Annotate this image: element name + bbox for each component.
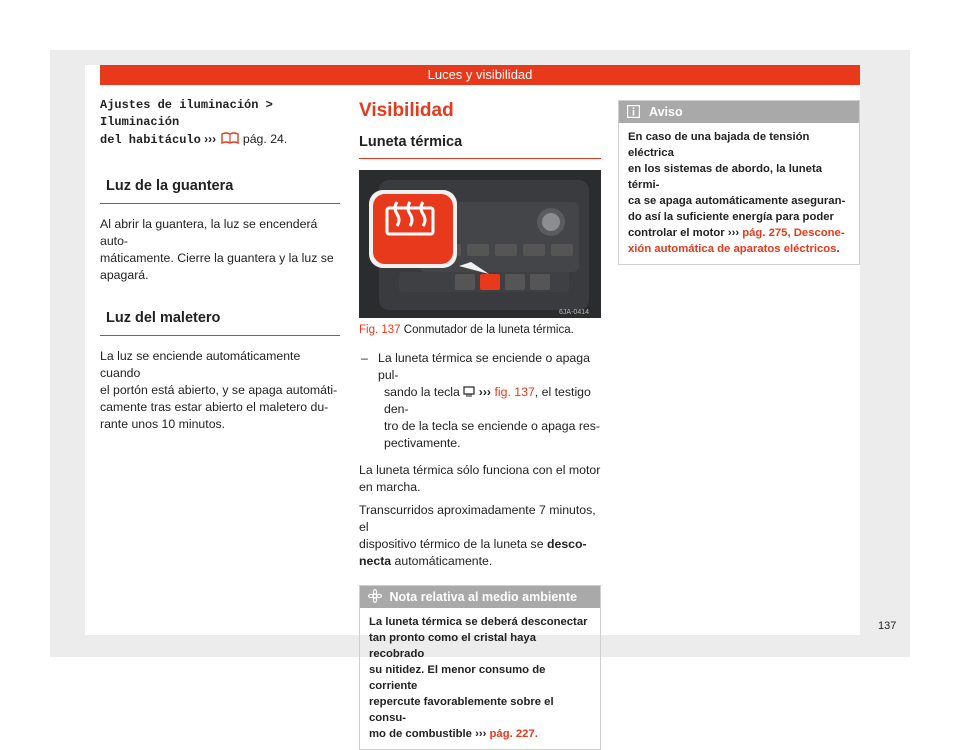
info-icon <box>627 105 640 118</box>
page-ref-link[interactable]: xión automática de aparatos eléctricos <box>628 243 837 255</box>
text-line <box>628 225 851 241</box>
text-line-with-ref <box>378 384 601 418</box>
text-line: el portón está abierto, y se apaga automáti- <box>100 383 338 397</box>
text-line <box>359 536 601 553</box>
paragraph <box>359 502 601 570</box>
text-line: máticamente. Cierre la guantera y la luz se <box>100 251 334 265</box>
text-line: La luneta térmica se enciende o apaga pul- <box>378 351 590 382</box>
chapter-header <box>100 65 860 85</box>
text-span: dispositivo térmico de la luneta se <box>359 537 544 551</box>
text-line: tro de la tecla se enciende o apaga res- <box>384 419 601 433</box>
figure-caption <box>359 324 601 336</box>
text-line: camente tras estar abierto el maletero du- <box>100 400 329 414</box>
text-line <box>369 726 592 742</box>
environment-note-body <box>360 608 600 749</box>
ref-arrow: ››› <box>475 728 487 740</box>
leaf-flower-icon <box>368 589 382 603</box>
glovebox-heading: Luz de la guantera <box>106 178 234 194</box>
figure-caption-text: Conmutador de la luneta térmica. <box>403 324 574 336</box>
chapter-title: Luces y visibilidad <box>427 67 533 82</box>
settings-path-line1: Ajustes de iluminación > Iluminación <box>100 98 273 129</box>
image-code: 6JA-0414 <box>559 309 589 316</box>
page-ref-link[interactable]: pág. 275, Descone- <box>742 227 845 239</box>
subsection-title: Luneta térmica <box>359 134 463 150</box>
text-line: La luneta térmica se deberá desconectar <box>369 616 588 628</box>
paragraph <box>359 462 601 496</box>
warning-box <box>618 100 860 265</box>
settings-path-line2: del habitáculo <box>100 133 201 147</box>
dashboard-illustration <box>359 170 601 318</box>
text-line: en marcha. <box>359 480 421 494</box>
page-ref-link[interactable]: pág. 227. <box>489 728 538 740</box>
text-line: pectivamente. <box>384 436 461 450</box>
text-span: , el testigo den- <box>384 385 591 416</box>
glovebox-section <box>100 178 340 284</box>
text-span: automáticamente. <box>394 554 493 568</box>
instruction-step <box>359 350 601 452</box>
text-line: La luz se enciende automáticamente cuando <box>100 349 301 380</box>
text-line: do así la suficiente energía para poder <box>628 211 834 223</box>
list-dash: – <box>361 351 368 365</box>
left-column <box>100 97 340 433</box>
text-line: Al abrir la guantera, la luz se encenderá auto- <box>100 217 318 248</box>
text-line: En caso de una bajada de tensión eléctrica <box>628 131 810 159</box>
text-line: Transcurridos aproximadamente 7 minutos, el <box>359 503 596 534</box>
middle-column <box>359 100 601 750</box>
text-line: tan pronto como el cristal haya recobrado <box>369 632 536 660</box>
ref-arrow: ››› <box>204 132 217 146</box>
page-number: 137 <box>878 620 897 632</box>
warning-body <box>619 123 859 264</box>
text-line <box>628 241 851 257</box>
text-line: La luneta térmica sólo funciona con el motor <box>359 463 601 477</box>
text-line: repercute favorablemente sobre el consu- <box>369 696 554 724</box>
bold-term: necta <box>359 554 392 568</box>
text-span: controlar el motor <box>628 227 725 239</box>
text-line: en los sistemas de abordo, la luneta térmi- <box>628 163 822 191</box>
trunk-heading: Luz del maletero <box>106 310 221 326</box>
text-span: . <box>836 243 840 255</box>
figure-label: Fig. 137 <box>359 324 401 336</box>
text-span: mo de combustible <box>369 728 472 740</box>
text-line: ca se apaga automáticamente aseguran- <box>628 195 846 207</box>
environment-note-box <box>359 585 601 750</box>
section-title: Visibilidad <box>359 100 454 121</box>
warning-header <box>619 101 859 123</box>
environment-note-title: Nota relativa al medio ambiente <box>389 590 578 604</box>
text-line: su nitidez. El menor consumo de corriente <box>369 664 546 692</box>
text-line <box>359 553 601 570</box>
trunk-section <box>100 310 340 433</box>
text-line: apagará. <box>100 268 149 282</box>
settings-path <box>100 97 340 149</box>
ref-arrow: ››› <box>478 385 492 399</box>
right-column <box>618 100 860 265</box>
text-line: rante unos 10 minutos. <box>100 417 226 431</box>
environment-note-header <box>360 586 600 608</box>
rear-defrost-icon <box>463 386 475 397</box>
warning-title: Aviso <box>649 105 683 119</box>
ref-arrow: ››› <box>727 227 740 239</box>
heading-rule <box>359 158 601 159</box>
heading-rule <box>100 335 340 336</box>
text-span: sando la tecla <box>384 385 460 399</box>
page-ref-link[interactable]: pág. 24. <box>242 132 288 146</box>
figure-ref-link[interactable]: fig. 137 <box>494 385 535 399</box>
book-reference-icon <box>220 131 240 145</box>
heading-rule <box>100 203 340 204</box>
dashboard-photo <box>359 170 601 318</box>
bold-term: desco- <box>546 537 587 551</box>
